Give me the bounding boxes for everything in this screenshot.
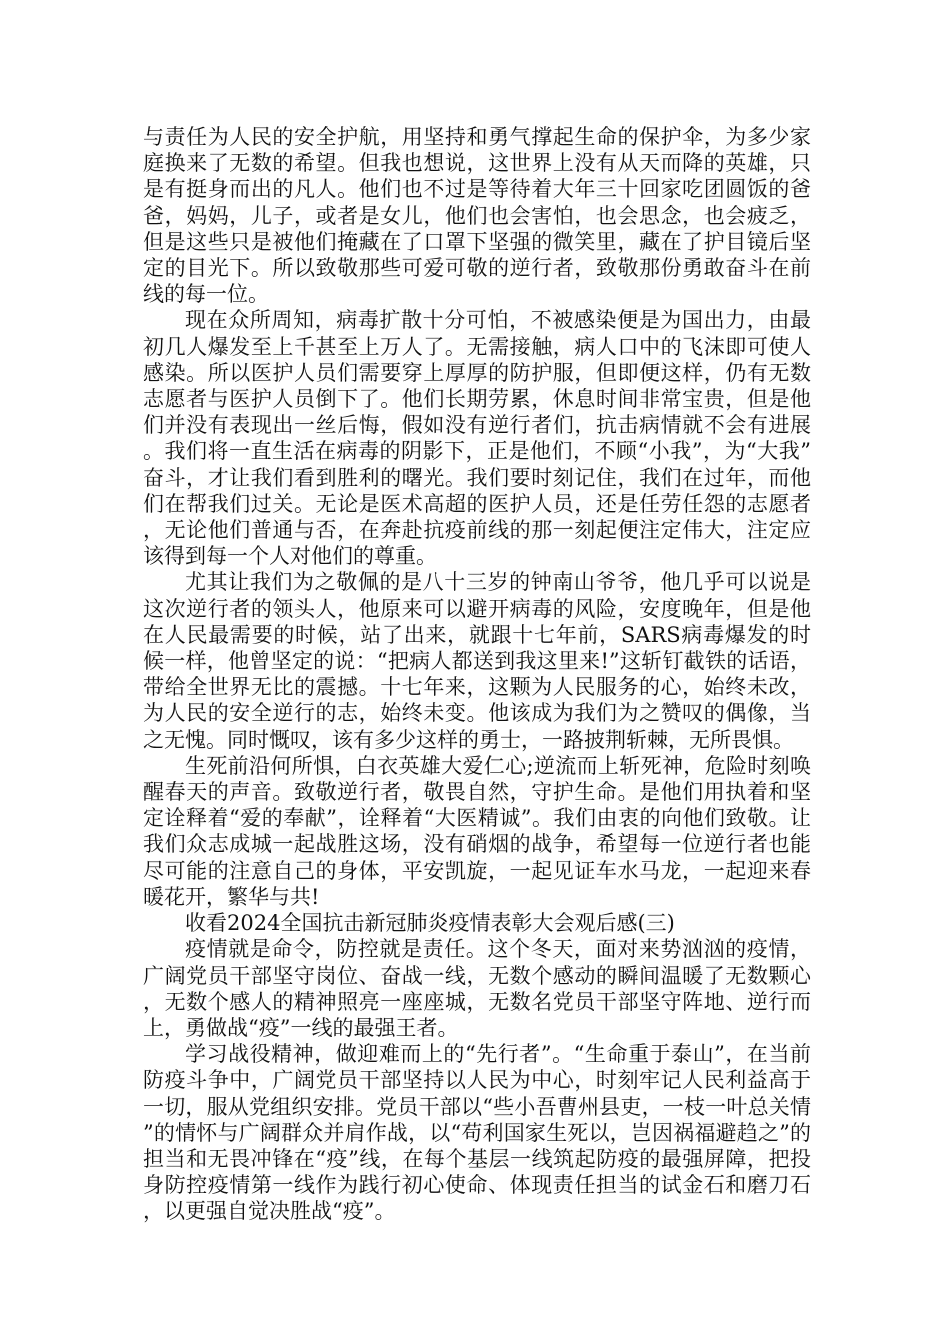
paragraph-zhong-nanshan: 尤其让我们为之敬佩的是八十三岁的钟南山爷爷，他几乎可以说是这次逆行者的领头人，他原来可以避开病毒的风险，安度晚年，但是他在人民最需要的时候，站了出来，就跟十七年前，SARS病毒爆发的时候一样，他曾坚定的说：“把病人都送到我这里来!”这斩钉截铁的话语，带给全世界无比的震撼。十七年来，这颗为人民服务的心，始终未改，为人民的安全逆行的志，始终未变。他该成为我们为之赞叹的偶像，当之无愧。同时慨叹，该有多少这样的勇士，一路披荆斩棘，无所畏惧。 [143,570,811,752]
paragraph-epidemic-command: 疫情就是命令，防控就是责任。这个冬天，面对来势汹汹的疫情，广阔党员干部坚守岗位、奋战一线，无数个感动的瞬间温暖了无数颗心，无数个感人的精神照亮一座座城，无数名党员干部坚守阵地、逆行而上，勇做战“疫”一线的最强王者。 [143,937,811,1040]
paragraph-pioneer: 学习战役精神，做迎难而上的“先行者”。“生命重于泰山”，在当前防疫斗争中，广阔党员干部坚持以人民为中心，时刻牢记人民利益高于一切，服从党组织安排。党员干部以“些小吾曹州县吏，一枝一叶总关情”的情怀与广阔群众并肩作战，以“苟利国家生死以，岂因祸福避趋之”的担当和无畏冲锋在“疫”线，在每个基层一线筑起防疫的最强屏障，把投身防控疫情第一线作为践行初心使命、体现责任担当的试金石和磨刀石，以更强自觉决胜战“疫”。 [143,1042,811,1224]
document-body [143,124,811,1225]
section-heading: 收看2024全国抗击新冠肺炎疫情表彰大会观后感(三) [185,911,675,936]
paragraph-tribute: 生死前沿何所惧，白衣英雄大爱仁心;逆流而上斩死神，危险时刻唤醒春天的声音。致敬逆行者，敬畏自然，守护生命。是他们用执着和坚定诠释着“爱的奉献”，诠释着“大医精诚”。我们由衷的向他们致敬。让我们众志成城一起战胜这场，没有硝烟的战争，希望每一位逆行者也能尽可能的注意自己的身体，平安凯旋，一起见证车水马龙，一起迎来春暖花开，繁华与共! [143,753,811,909]
paragraph-continuation: 与责任为人民的安全护航，用坚持和勇气撑起生命的保护伞，为多少家庭换来了无数的希望。但我也想说，这世界上没有从天而降的英雄，只是有挺身而出的凡人。他们也不过是等待着大年三十回家吃团圆饭的爸爸，妈妈，儿子，或者是女儿，他们也会害怕，也会思念，也会疲乏，但是这些只是被他们掩藏在了口罩下坚强的微笑里，藏在了护目镜后坚定的目光下。所以致敬那些可爱可敬的逆行者，致敬那份勇敢奋斗在前线的每一位。 [143,125,811,307]
paragraph-virus-spread: 现在众所周知，病毒扩散十分可怕，不被感染便是为国出力，由最初几人爆发至上千甚至上万人了。无需接触，病人口中的飞沫即可使人感染。所以医护人员们需要穿上厚厚的防护服，但即便这样，仍有无数志愿者与医护人员倒下了。他们长期劳累，休息时间非常宝贵，但是他们并没有表现出一丝后悔，假如没有逆行者们，抗击病情就不会有进展。我们将一直生活在病毒的阴影下，正是他们，不顾“小我”，为“大我”奋斗，才让我们看到胜利的曙光。我们要时刻记住，我们在过年，而他们在帮我们过关。无论是医术高超的医护人员，还是任劳任怨的志愿者，无论他们普通与否，在奔赴抗疫前线的那一刻起便注定伟大，注定应该得到每一个人对他们的尊重。 [143,308,811,569]
